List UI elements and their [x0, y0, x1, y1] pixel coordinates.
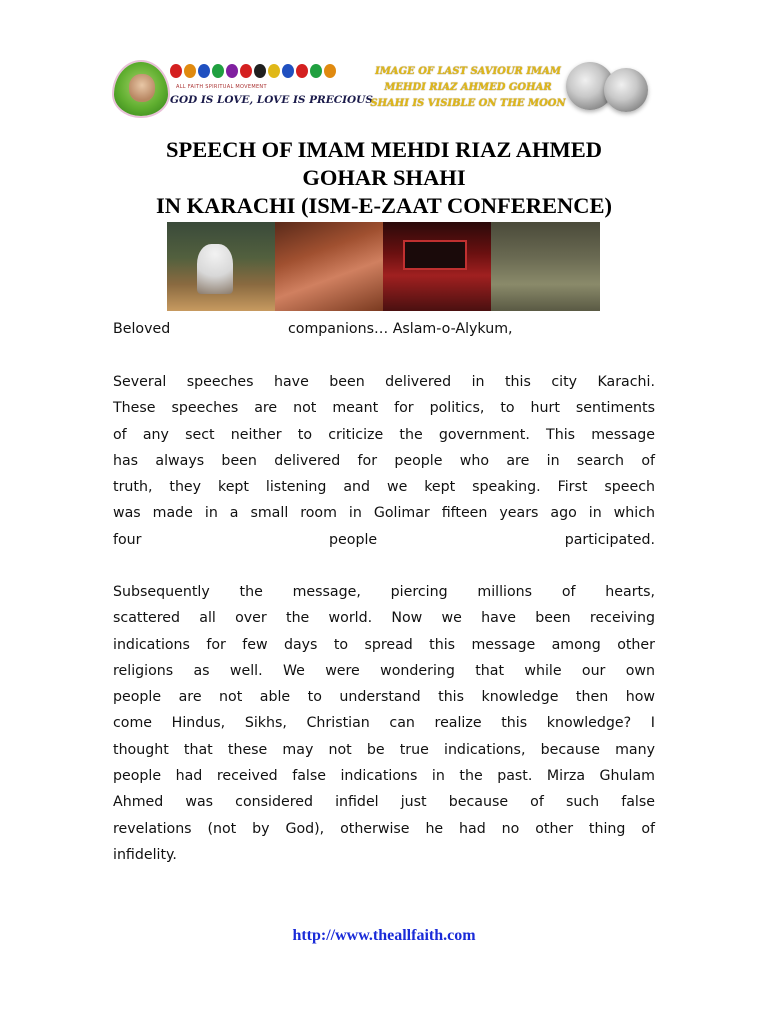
religious-symbol-icon: [240, 64, 252, 78]
religious-symbol-icon: [212, 64, 224, 78]
moon-line: SHAHI IS VISIBLE ON THE MOON: [370, 98, 566, 109]
paragraph-line: has always been delivered for people who are in search of: [113, 452, 655, 469]
religious-symbol-icon: [296, 64, 308, 78]
paragraph-line: truth, they kept listening and we kept speaking. First speech: [113, 479, 655, 496]
paragraph-line: Subsequently the message, piercing millions of hearts,: [113, 584, 655, 600]
salutation-beloved: Beloved: [113, 321, 171, 337]
banner-photo: [383, 222, 491, 311]
paragraph-line: These speeches are not meant for politics, to hurt sentiments: [113, 400, 655, 417]
moon-line: MEHDI RIAZ AHMED GOHAR: [384, 82, 552, 93]
audience-photo: [491, 222, 600, 311]
moon-banner-text: [370, 64, 566, 112]
religious-symbol-icon: [254, 64, 266, 78]
paragraph-line: people had received false indications in the past. Mirza Ghulam: [113, 768, 655, 785]
paragraph-line: infidelity.: [113, 846, 177, 863]
paragraph-line: thought that these may not be true indications, because many: [113, 741, 655, 758]
stage-photo: [275, 222, 383, 311]
movement-logo: [112, 58, 373, 122]
paragraph-line: four people participated.: [113, 531, 655, 548]
paragraph-line: of any sect neither to criticize the government. This message: [113, 426, 655, 443]
religious-symbol-icon: [310, 64, 322, 78]
title-line: IN KARACHI (ISM-E-ZAAT CONFERENCE): [155, 193, 613, 218]
motto-text: GOD IS LOVE, LOVE IS PRECIOUS: [170, 94, 373, 106]
paragraph-line: come Hindus, Sikhs, Christian can realize this knowledge? I: [113, 715, 655, 732]
religious-symbol-icon: [282, 64, 294, 78]
conference-photo-strip: [167, 222, 600, 311]
religious-symbol-icon: [170, 64, 182, 78]
portrait-icon: [129, 74, 155, 102]
paragraph-line: Ahmed was considered infidel just because of such false: [113, 794, 655, 811]
paragraph-1: [113, 369, 655, 553]
speaker-photo: [167, 222, 275, 311]
moon-line: IMAGE OF LAST SAVIOUR IMAM: [375, 66, 561, 77]
salutation-greeting: companions… Aslam-o-Alykum,: [288, 321, 513, 337]
religious-symbol-icon: [198, 64, 210, 78]
page-title: [100, 136, 668, 220]
heart-logo-icon: [114, 62, 168, 116]
paragraph-line: Several speeches have been delivered in this city Karachi.: [113, 374, 655, 390]
paragraph-line: was made in a small room in Golimar fifteen years ago in which: [113, 505, 655, 522]
title-line: SPEECH OF IMAM MEHDI RIAZ AHMED: [165, 137, 603, 162]
paragraph-line: people are not able to understand this knowledge then how: [113, 689, 655, 706]
title-line: GOHAR SHAHI: [302, 165, 466, 190]
paragraph-2: [113, 579, 655, 868]
religious-symbol-icon: [226, 64, 238, 78]
religious-symbol-icon: [184, 64, 196, 78]
moon-banner: [370, 58, 658, 122]
religious-symbols-strip: [170, 64, 342, 82]
moon-icon: [604, 68, 648, 112]
paragraph-line: revelations (not by God), otherwise he had no other thing of: [113, 820, 655, 837]
website-link[interactable]: http://www.theallfaith.com: [292, 927, 476, 944]
paragraph-line: indications for few days to spread this message among other: [113, 636, 655, 653]
paragraph-line: religions as well. We were wondering that while our own: [113, 662, 655, 679]
page-header: [112, 58, 658, 122]
religious-symbol-icon: [268, 64, 280, 78]
paragraph-line: scattered all over the world. Now we have been receiving: [113, 610, 655, 627]
religious-symbol-icon: [324, 64, 336, 78]
movement-subline: ALL FAITH SPIRITUAL MOVEMENT: [176, 84, 267, 90]
